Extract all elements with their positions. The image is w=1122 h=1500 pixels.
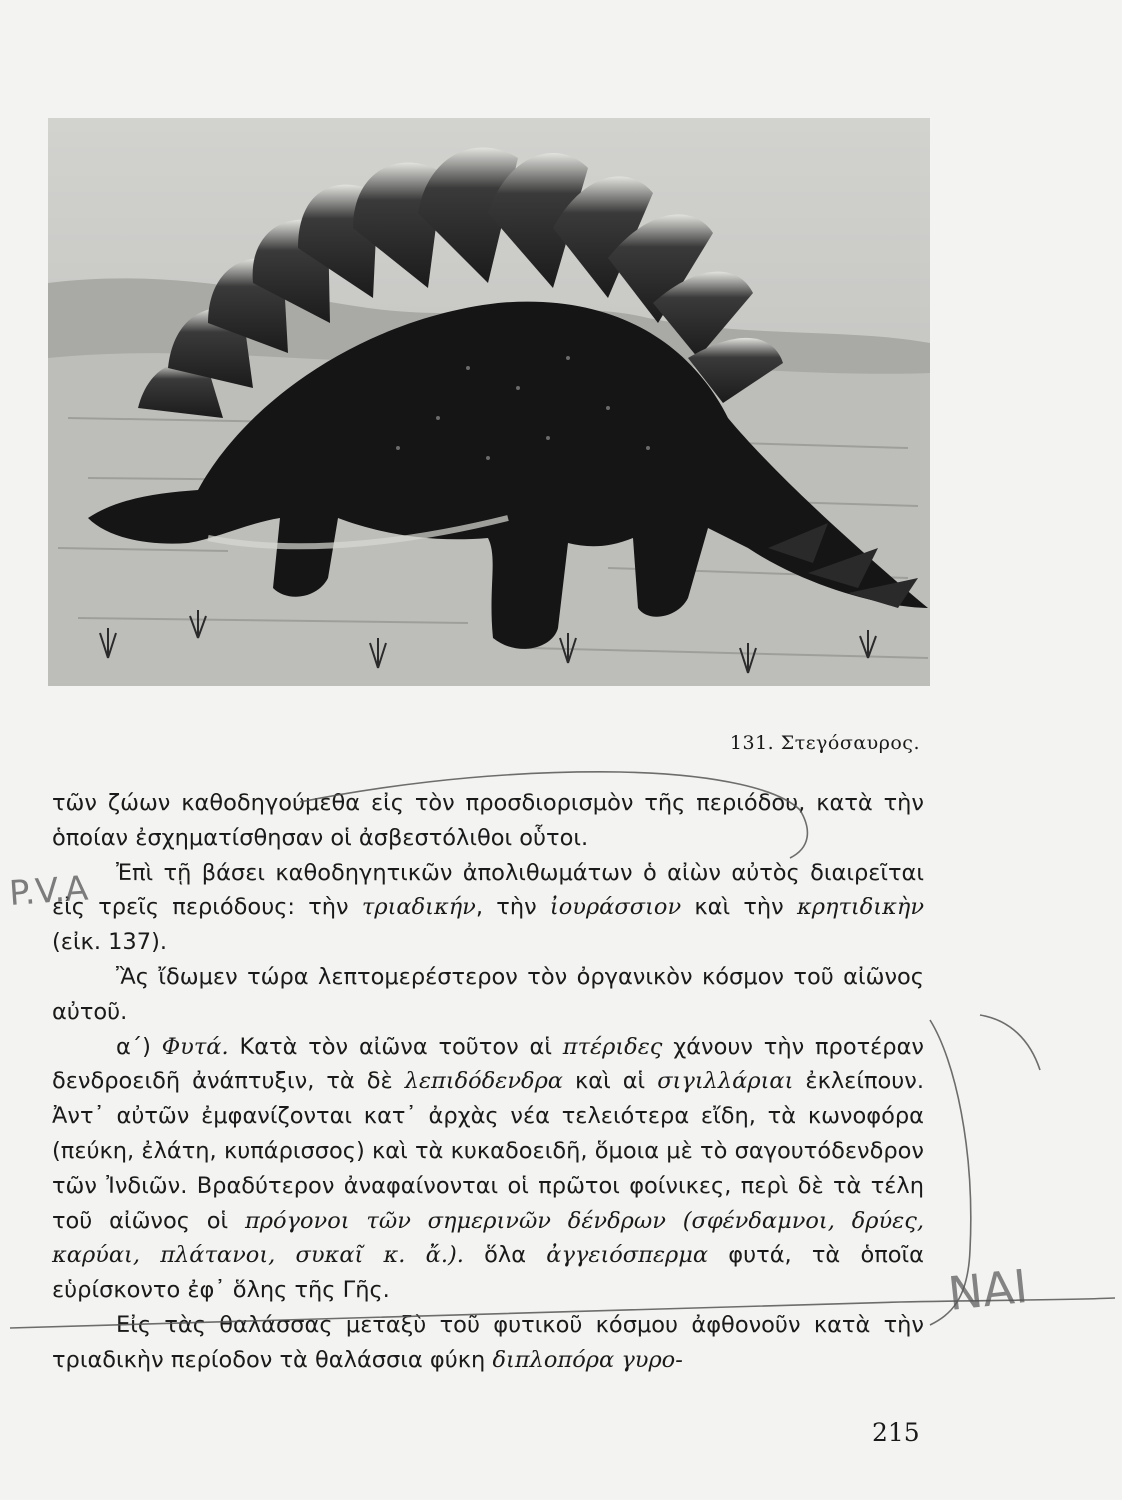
- figure-caption: 131. Στεγόσαυρος.: [729, 732, 920, 754]
- paragraph: [52, 960, 924, 1030]
- text-run: Ἐπὶ τῇ βάσει καθοδηγητικῶν ἀπολιθωμάτων ὁ αἰὼν αὐτὸς διαιρεῖται εἰς τρεῖς περιόδους: τὴν: [52, 859, 924, 921]
- italic-term: σιγιλλάριαι: [657, 1068, 794, 1095]
- italic-term: τριαδικήν: [361, 894, 476, 921]
- stegosaurus-illustration: [48, 118, 930, 686]
- text-run: , τὴν: [475, 894, 550, 921]
- italic-term: ἰουράσσιον: [549, 894, 682, 921]
- stegosaurus-drawing: [48, 118, 930, 686]
- paragraph: [52, 856, 924, 960]
- text-run: (εἰκ. 137).: [52, 929, 167, 956]
- text-run: ὅλα: [463, 1242, 547, 1269]
- paragraph: [52, 786, 924, 856]
- paragraph: [52, 1030, 924, 1308]
- page-number: 215: [872, 1418, 920, 1447]
- italic-term: πρόγονοι τῶν σημερινῶν δένδρων (σφένδαμνοι, δρύες, καρύαι, πλάτανοι, συκαῖ κ. ἄ.).: [52, 1207, 924, 1269]
- handwriting-right-margin: ΝΑΙ: [945, 1258, 1031, 1321]
- text-run: καὶ αἱ: [563, 1068, 658, 1095]
- italic-term: ἀγγειόσπερμα: [546, 1242, 709, 1269]
- italic-term: διπλοπόρα γυρο-: [492, 1346, 683, 1373]
- pencil-strike-tail: [980, 1015, 1040, 1070]
- italic-term: Φυτά.: [161, 1033, 229, 1060]
- text-run: χάνουν τὴν προτέραν δενδροειδῆ ἀνάπτυξιν, τὰ δὲ: [52, 1033, 924, 1095]
- handwriting-left-margin: P.V.A: [7, 868, 90, 914]
- text-run: ἐκλείπουν. Ἀντ᾽ αὐτῶν ἐμφανίζονται κατ᾽ ἀρχὰς νέα τελειότερα εἴδη, τὰ κωνοφόρα (πεύκη, ἐλάτη, κυπάρισσος) καὶ τὰ κυκαδοειδῆ, ὅμοια μὲ τὸ σαγουτόδενδρον τῶν Ἰνδιῶν. Βραδύτερον ἀναφαίνονται οἱ πρῶτοι φοίνικες, περὶ δὲ τὰ τέλη τοῦ αἰῶνος οἱ: [52, 1068, 924, 1234]
- text-run: Ἂς ἴδωμεν τώρα λεπτομερέστερον τὸν ὀργανικὸν κόσμον τοῦ αἰῶνος αὐτοῦ.: [52, 963, 924, 1025]
- italic-term: πτέριδες: [562, 1033, 663, 1060]
- italic-term: κρητιδικὴν: [796, 894, 924, 921]
- text-run: Κατὰ τὸν αἰῶνα τοῦτον αἱ: [228, 1033, 563, 1060]
- text-run: Εἰς τὰς θαλάσσας μεταξὺ τοῦ φυτικοῦ κόσμου ἀφθονοῦν κατὰ τὴν τριαδικὴν περίοδον τὰ θαλάσσια φύκη: [52, 1311, 924, 1373]
- italic-term: λεπιδόδενδρα: [404, 1068, 563, 1095]
- text-run: α΄): [116, 1033, 162, 1060]
- pencil-bracket-right: [930, 1020, 971, 1325]
- body-text: [52, 786, 924, 1378]
- text-run: τῶν ζώων καθοδηγούμεθα εἰς τὸν προσδιορισμὸν τῆς περιόδου, κατὰ τὴν ὁποίαν ἐσχηματίσθησαν οἱ ἀσβεστόλιθοι οὗτοι.: [52, 790, 924, 851]
- paragraph: [52, 1308, 924, 1378]
- text-run: καὶ τὴν: [681, 894, 797, 921]
- text-run: φυτά, τὰ ὁποῖα εὑρίσκοντο ἐφ᾽ ὅλης τῆς Γῆς.: [52, 1242, 924, 1304]
